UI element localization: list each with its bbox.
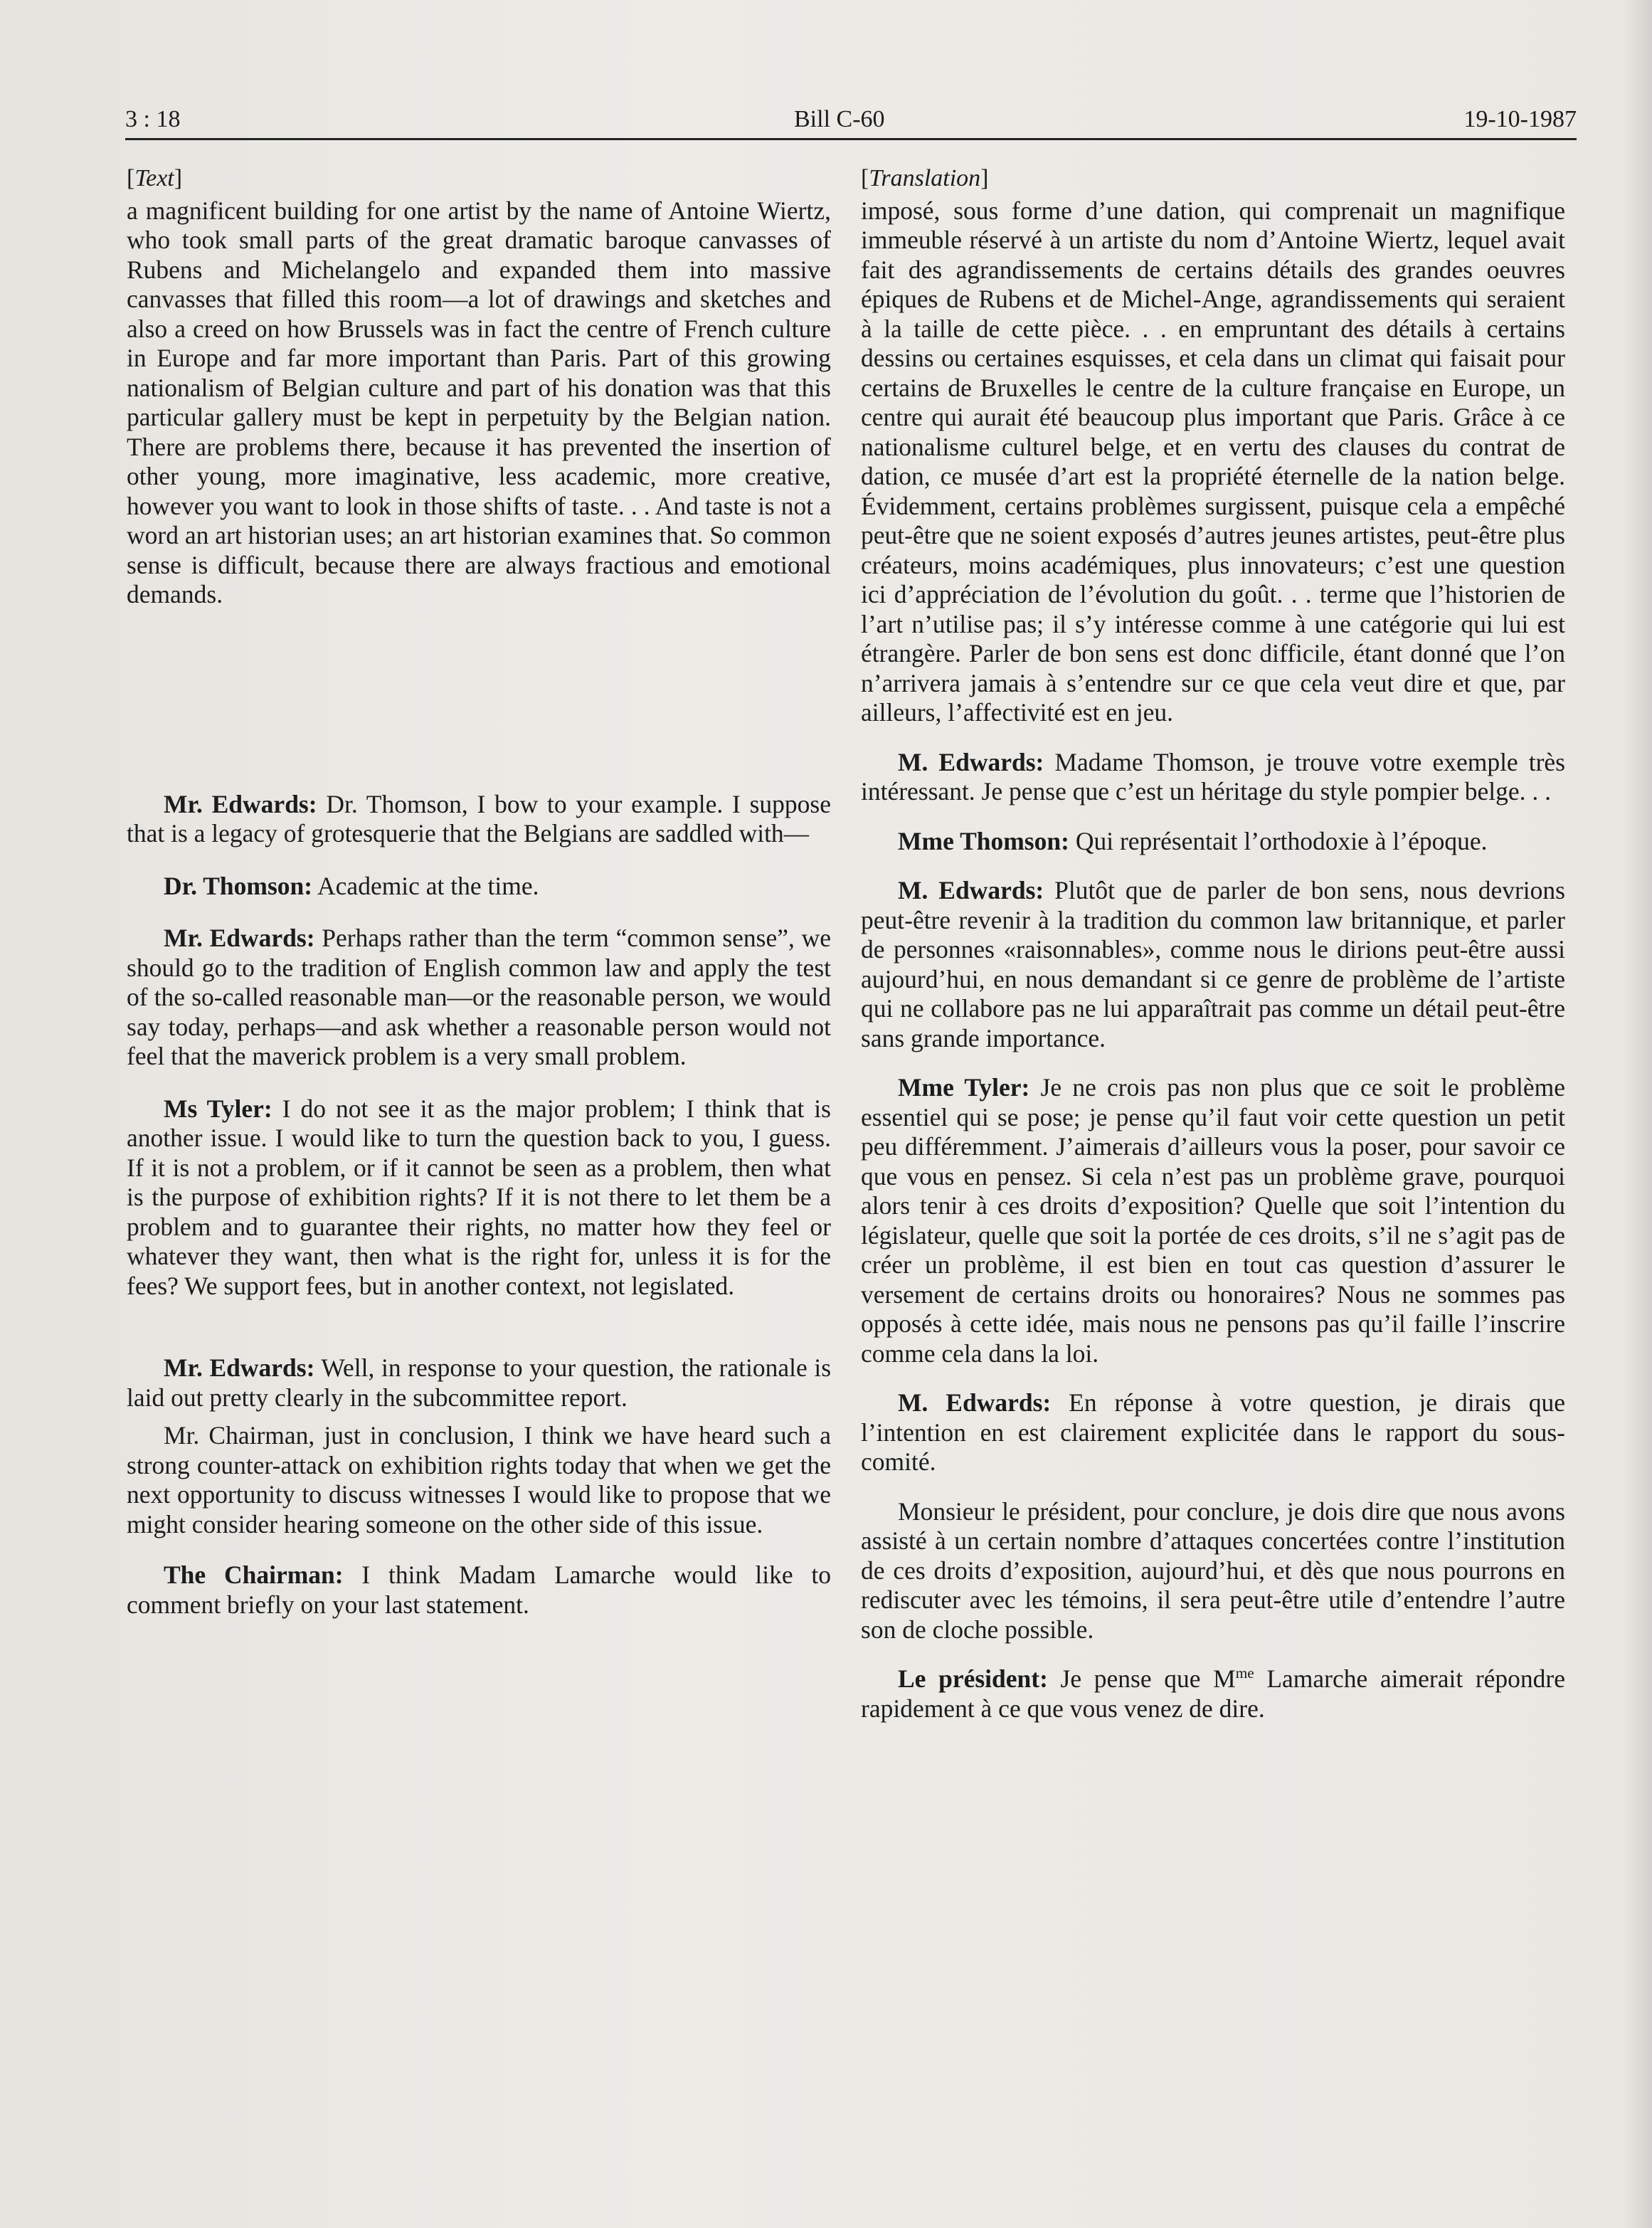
speech-text: Qui représentait l’orthodoxie à l’époque. [1069, 826, 1488, 855]
speaker-name: Ms Tyler: [164, 1094, 272, 1123]
paragraph-speech [861, 1073, 1565, 1368]
page-number: 3 : 18 [125, 106, 181, 132]
column-label-text: [Text] [127, 165, 183, 191]
header-rule [125, 138, 1577, 140]
column-label: Translation [869, 165, 981, 191]
speech-text: Lamarche aimerait répondre rapidement à ce que vous venez de dire. [861, 1664, 1565, 1723]
speaker-name: Mr. Edwards: [164, 1353, 315, 1382]
paragraph-speech [861, 827, 1565, 857]
speaker-name: Dr. Thomson: [164, 871, 313, 900]
paragraph-speech [861, 1664, 1565, 1723]
speaker-name: Mme Thomson: [898, 826, 1069, 855]
paragraph-speech [127, 790, 831, 849]
speech-text: I do not see it as the major problem; I think that is another issue. I would like to turn the question back to you, I guess. If it is not a problem, or if it cannot be seen as a problem, then what is the purpose of exhibition rights? If it is not there to let them be a problem and to guarantee their rights, no matter how they feel or whatever they want, then what is the right for, unless it is for the fees? We support fees, but in another context, not legislated. [127, 1094, 831, 1300]
paragraph-intro: a magnificent building for one artist by the name of Antoine Wiertz, who took small parts of the great dramatic baroque canvasses of Rubens and Michelangelo and expanded them into massive canvasses that filled this room—a lot of drawings and sketches and also a creed on how Brussels was in fact the centre of French culture in Europe and far more important than Paris. Part of this growing nationalism of Belgian culture and part of his donation was that this particular gallery must be kept in perpetuity by the Belgian nation. There are problems there, because it has prevented the insertion of other young, more imaginative, less academic, more creative, however you want to look in those shifts of taste. . . And taste is not a word an art historian uses; an art historian examines that. So common sense is difficult, because there are always fractious and emotional demands. [127, 196, 831, 608]
column-label: Text [134, 165, 174, 191]
paragraph-speech: Monsieur le président, pour conclure, je dois dire que nous avons assisté à un certain nombre d’attaques concertées contre l’institution de ces droits d’exposition, aujourd’hui, et dès que nous pourrons en rediscuter avec les témoins, il sera peut-être utile d’entendre l’autre son de cloche possible. [861, 1496, 1565, 1644]
speech-text: Perhaps rather than the term “common sense”, we should go to the tradition of English common law and apply the test of the so-called reasonable man—or the reasonable person, we would say today, perhaps—and ask whether a reasonable person would not feel that the maverick problem is a very small problem. [127, 924, 831, 1070]
speaker-name: Mr. Edwards: [164, 789, 317, 818]
paragraph-speech [861, 1388, 1565, 1477]
speaker-name: Le président: [898, 1664, 1048, 1693]
speech-text: Well, in response to your question, the rationale is laid out pretty clearly in the subcommittee report. [127, 1353, 832, 1412]
speech-text: Je pense que M [1047, 1664, 1236, 1693]
paragraph-intro: imposé, sous forme d’une dation, qui comprenait un magnifique immeuble réservé à un artiste du nom d’Antoine Wiertz, lequel avait fait des agrandissements de certains détails des grandes oeuvres épiques de Rubens et de Michel-Ange, agrandissements qui seraient à la taille de cette pièce. . . en empruntant des détails à certains dessins ou certaines esquisses, et cela dans un climat qui faisait pour certains de Bruxelles le centre de la culture française en Europe, un centre qui aurait été beaucoup plus important que Paris. Grâce à ce nationalisme culturel belge, et en vertu des clauses du contrat de dation, ce musée d’art est la propriété éternelle de la nation belge. Évidemment, certains problèmes surgissent, puisque cela a empêché peut-être que ne soient exposés d’autres jeunes artistes, peut-être plus créateurs, moins académiques, plus innovateurs; c’est une question ici d’appréciation de l’évolution du goût. . . terme que l’historien de l’art n’utilise pas; il s’y intéresse comme à une catégorie qui lui est étrangère. Parler de bon sens est donc difficile, étant donné que l’on n’arrivera jamais à s’entendre sur ce que cela veut dire et que, par ailleurs, l’affectivité est en jeu. [861, 196, 1565, 727]
paragraph-speech [127, 1353, 831, 1413]
superscript: me [1235, 1664, 1254, 1682]
speech-text: I think Madam Lamarche would like to comment briefly on your last statement. [127, 1561, 831, 1619]
speaker-name: M. Edwards: [898, 1388, 1052, 1417]
paragraph-speech [127, 1094, 831, 1302]
speaker-name: M. Edwards: [898, 747, 1044, 776]
french-column [861, 164, 1565, 1723]
speech-text: Madame Thomson, je trouve votre exemple très intéressant. Je pense que c’est un héritage du style pompier belge. . . [861, 747, 1565, 806]
paragraph-speech [127, 1561, 831, 1620]
speaker-name: Mme Tyler: [898, 1073, 1030, 1102]
binding-shadow [1624, 0, 1652, 2228]
speech-text: En réponse à votre question, je dirais que l’intention en est clairement explicitée dans le rapport du sous-comité. [861, 1388, 1566, 1476]
speech-text: Academic at the time. [312, 871, 539, 900]
speech-text: Dr. Thomson, I bow to your example. I suppose that is a legacy of grotesquerie that the Belgians are saddled with— [127, 789, 831, 848]
bill-title: Bill C-60 [794, 106, 885, 132]
speaker-name: M. Edwards: [898, 876, 1044, 904]
page-header [125, 103, 1577, 139]
speaker-name: Mr. Edwards: [164, 924, 315, 952]
speech-text: Plutôt que de parler de bon sens, nous devrions peut-être revenir à la tradition du common law britannique, et parler de personnes «raisonnables», comme nous le dirions peut-être aussi aujourd’hui, en nous demandant si ce genre de problème de l’artiste qui ne collabore pas ne lui apparaîtrait pas comme un détail peut-être sans grande importance. [861, 876, 1565, 1052]
speech-text: Je ne crois pas non plus que ce soit le problème essentiel qui se pose; je pense qu’il faut voir cette question un petit peu différemment. J’aimerais d’ailleurs vous la poser, pour savoir ce que vous en pensez. Si cela n’est pas un problème grave, pourquoi alors tenir à ces droits d’exposition? Quelle que soit l’intention du législateur, quelle que soit la portée de ces droits, s’il ne s’agit pas de créer un problème, il est bien en tout cas question d’assurer le versement de certains droits ou honoraires? Nous ne sommes pas opposés à cette idée, mais nous ne pensons pas qu’il faille l’inscrire comme cela dans la loi. [861, 1073, 1565, 1368]
english-column [127, 164, 831, 1620]
paragraph-speech: Mr. Chairman, just in conclusion, I think we have heard such a strong counter-attack on exhibition rights today that when we get the next opportunity to discuss witnesses I would like to propose that we might consider hearing someone on the other side of this issue. [127, 1421, 831, 1538]
paragraph-speech [127, 872, 831, 902]
paragraph-speech [861, 876, 1565, 1053]
paragraph-speech [861, 748, 1565, 807]
speaker-name: The Chairman: [164, 1561, 344, 1589]
header-date: 19-10-1987 [1463, 106, 1577, 132]
paragraph-speech [127, 924, 831, 1072]
column-label-translation: [Translation] [861, 165, 989, 191]
